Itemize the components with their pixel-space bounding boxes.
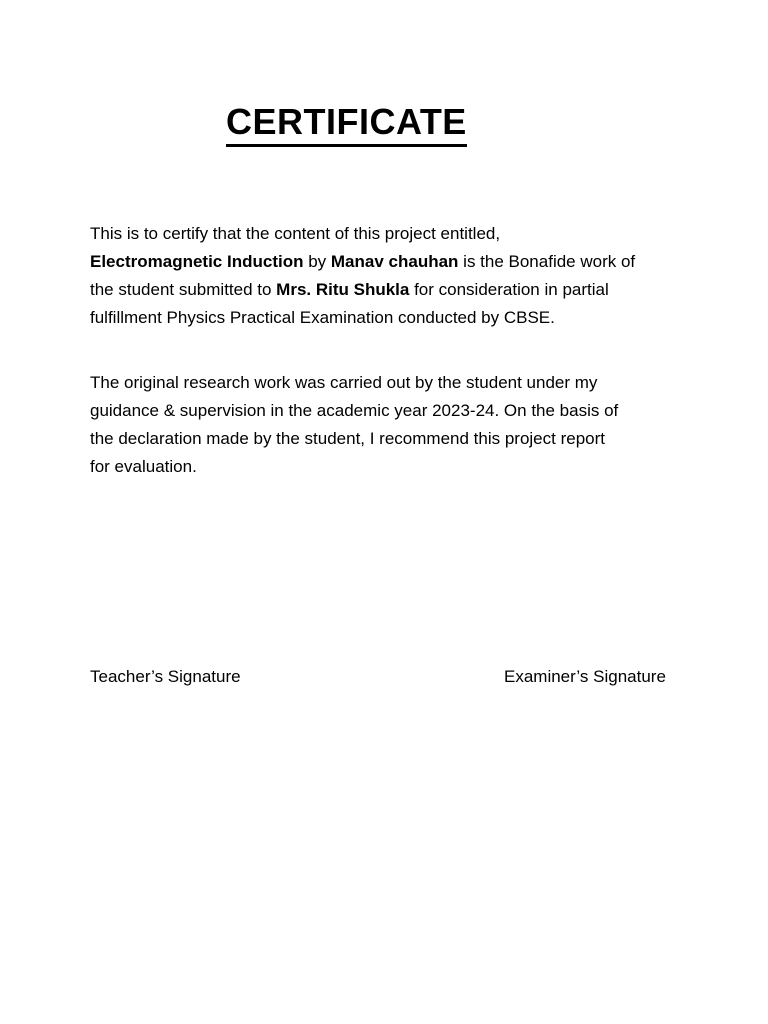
paragraph-line — [90, 248, 690, 276]
certification-paragraph — [90, 220, 690, 332]
paragraph-text: is the Bonafide work of — [458, 252, 636, 271]
student-name: Manav chauhan — [330, 252, 459, 271]
teacher-name: Mrs. Ritu Shukla — [276, 280, 410, 299]
paragraph-line: for evaluation. — [90, 457, 197, 476]
paragraph-line: guidance & supervision in the academic year 2023-24. On the basis of — [90, 401, 619, 420]
paragraph-line: The original research work was carried out by the student under my — [90, 373, 598, 392]
paragraph-text: the student submitted to — [90, 280, 277, 299]
paragraph-line: fulfillment Physics Practical Examination conducted by CBSE. — [90, 308, 555, 327]
teacher-signature-label: Teacher’s Signature — [90, 667, 241, 686]
paragraph-line: the declaration made by the student, I recommend this project report — [90, 429, 605, 448]
research-paragraph — [90, 369, 690, 481]
project-title: Electromagnetic Induction — [90, 252, 304, 271]
paragraph-line: This is to certify that the content of this project entitled, — [90, 224, 501, 243]
page-title: CERTIFICATE — [226, 100, 467, 147]
paragraph-line — [90, 276, 690, 304]
paragraph-text: for consideration in partial — [409, 280, 609, 299]
examiner-signature-label: Examiner’s Signature — [504, 667, 666, 686]
by-text: by — [303, 252, 331, 271]
